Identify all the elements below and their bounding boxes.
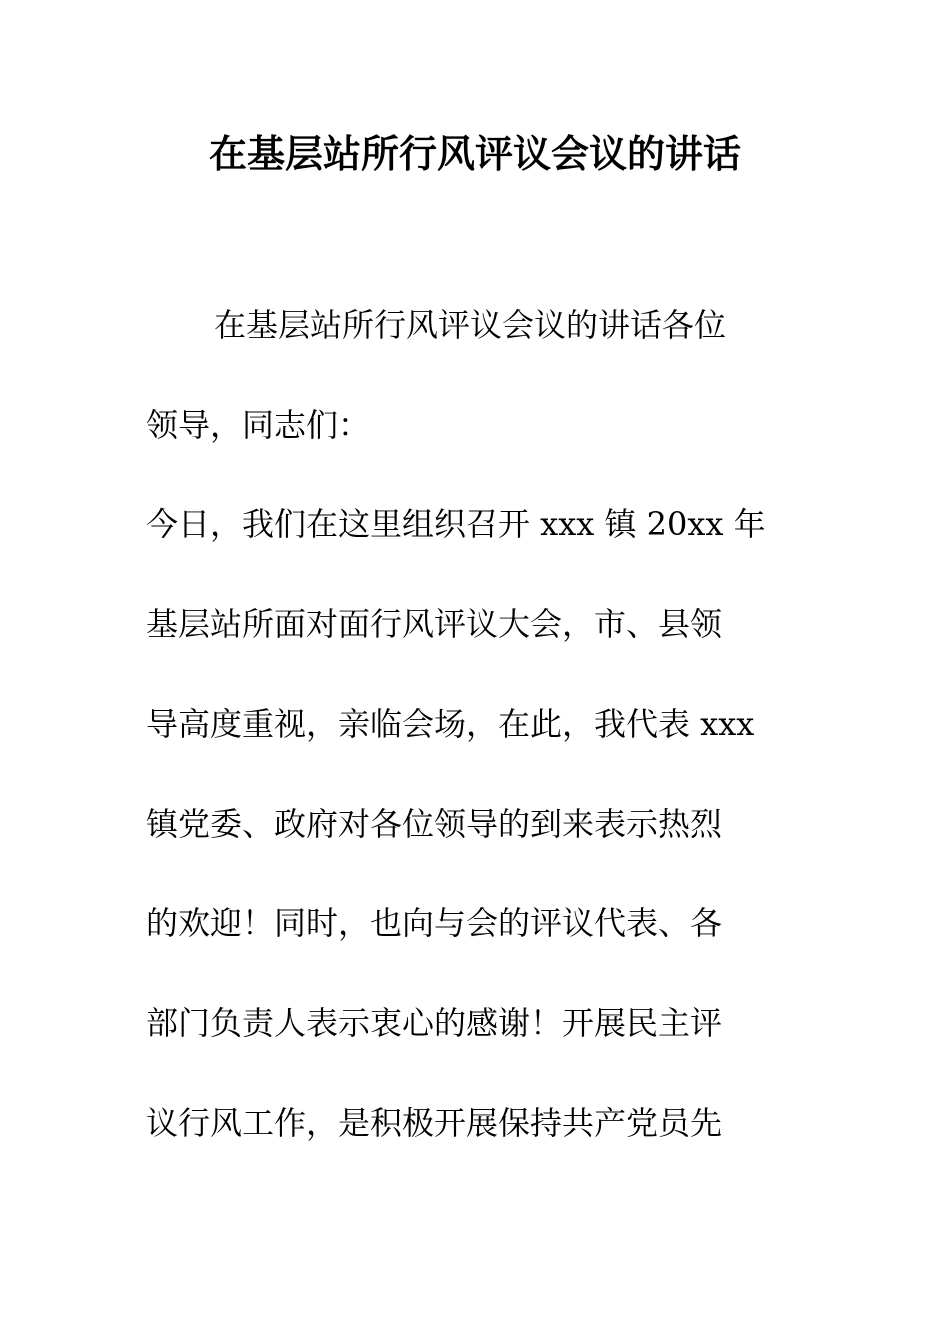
body-line: 镇党委、政府对各位领导的到来表示热烈 bbox=[146, 805, 723, 843]
body-line: 导高度重视，亲临会场，在此，我代表 xxx bbox=[146, 705, 755, 743]
body-line: 部门负责人表示衷心的感谢！开展民主评 bbox=[146, 1004, 723, 1042]
body-line: 的欢迎！同时，也向与会的评议代表、各 bbox=[146, 904, 723, 942]
body-line: 基层站所面对面行风评议大会，市、县领 bbox=[146, 605, 723, 643]
body-line: 议行风工作，是积极开展保持共产党员先 bbox=[146, 1104, 723, 1142]
body-line: 在基层站所行风评议会议的讲话各位 bbox=[214, 306, 727, 344]
body-line: 今日，我们在这里组织召开 xxx 镇 20xx 年 bbox=[146, 505, 766, 543]
body-line: 领导，同志们： bbox=[146, 406, 371, 444]
document-title: 在基层站所行风评议会议的讲话 bbox=[208, 131, 741, 176]
